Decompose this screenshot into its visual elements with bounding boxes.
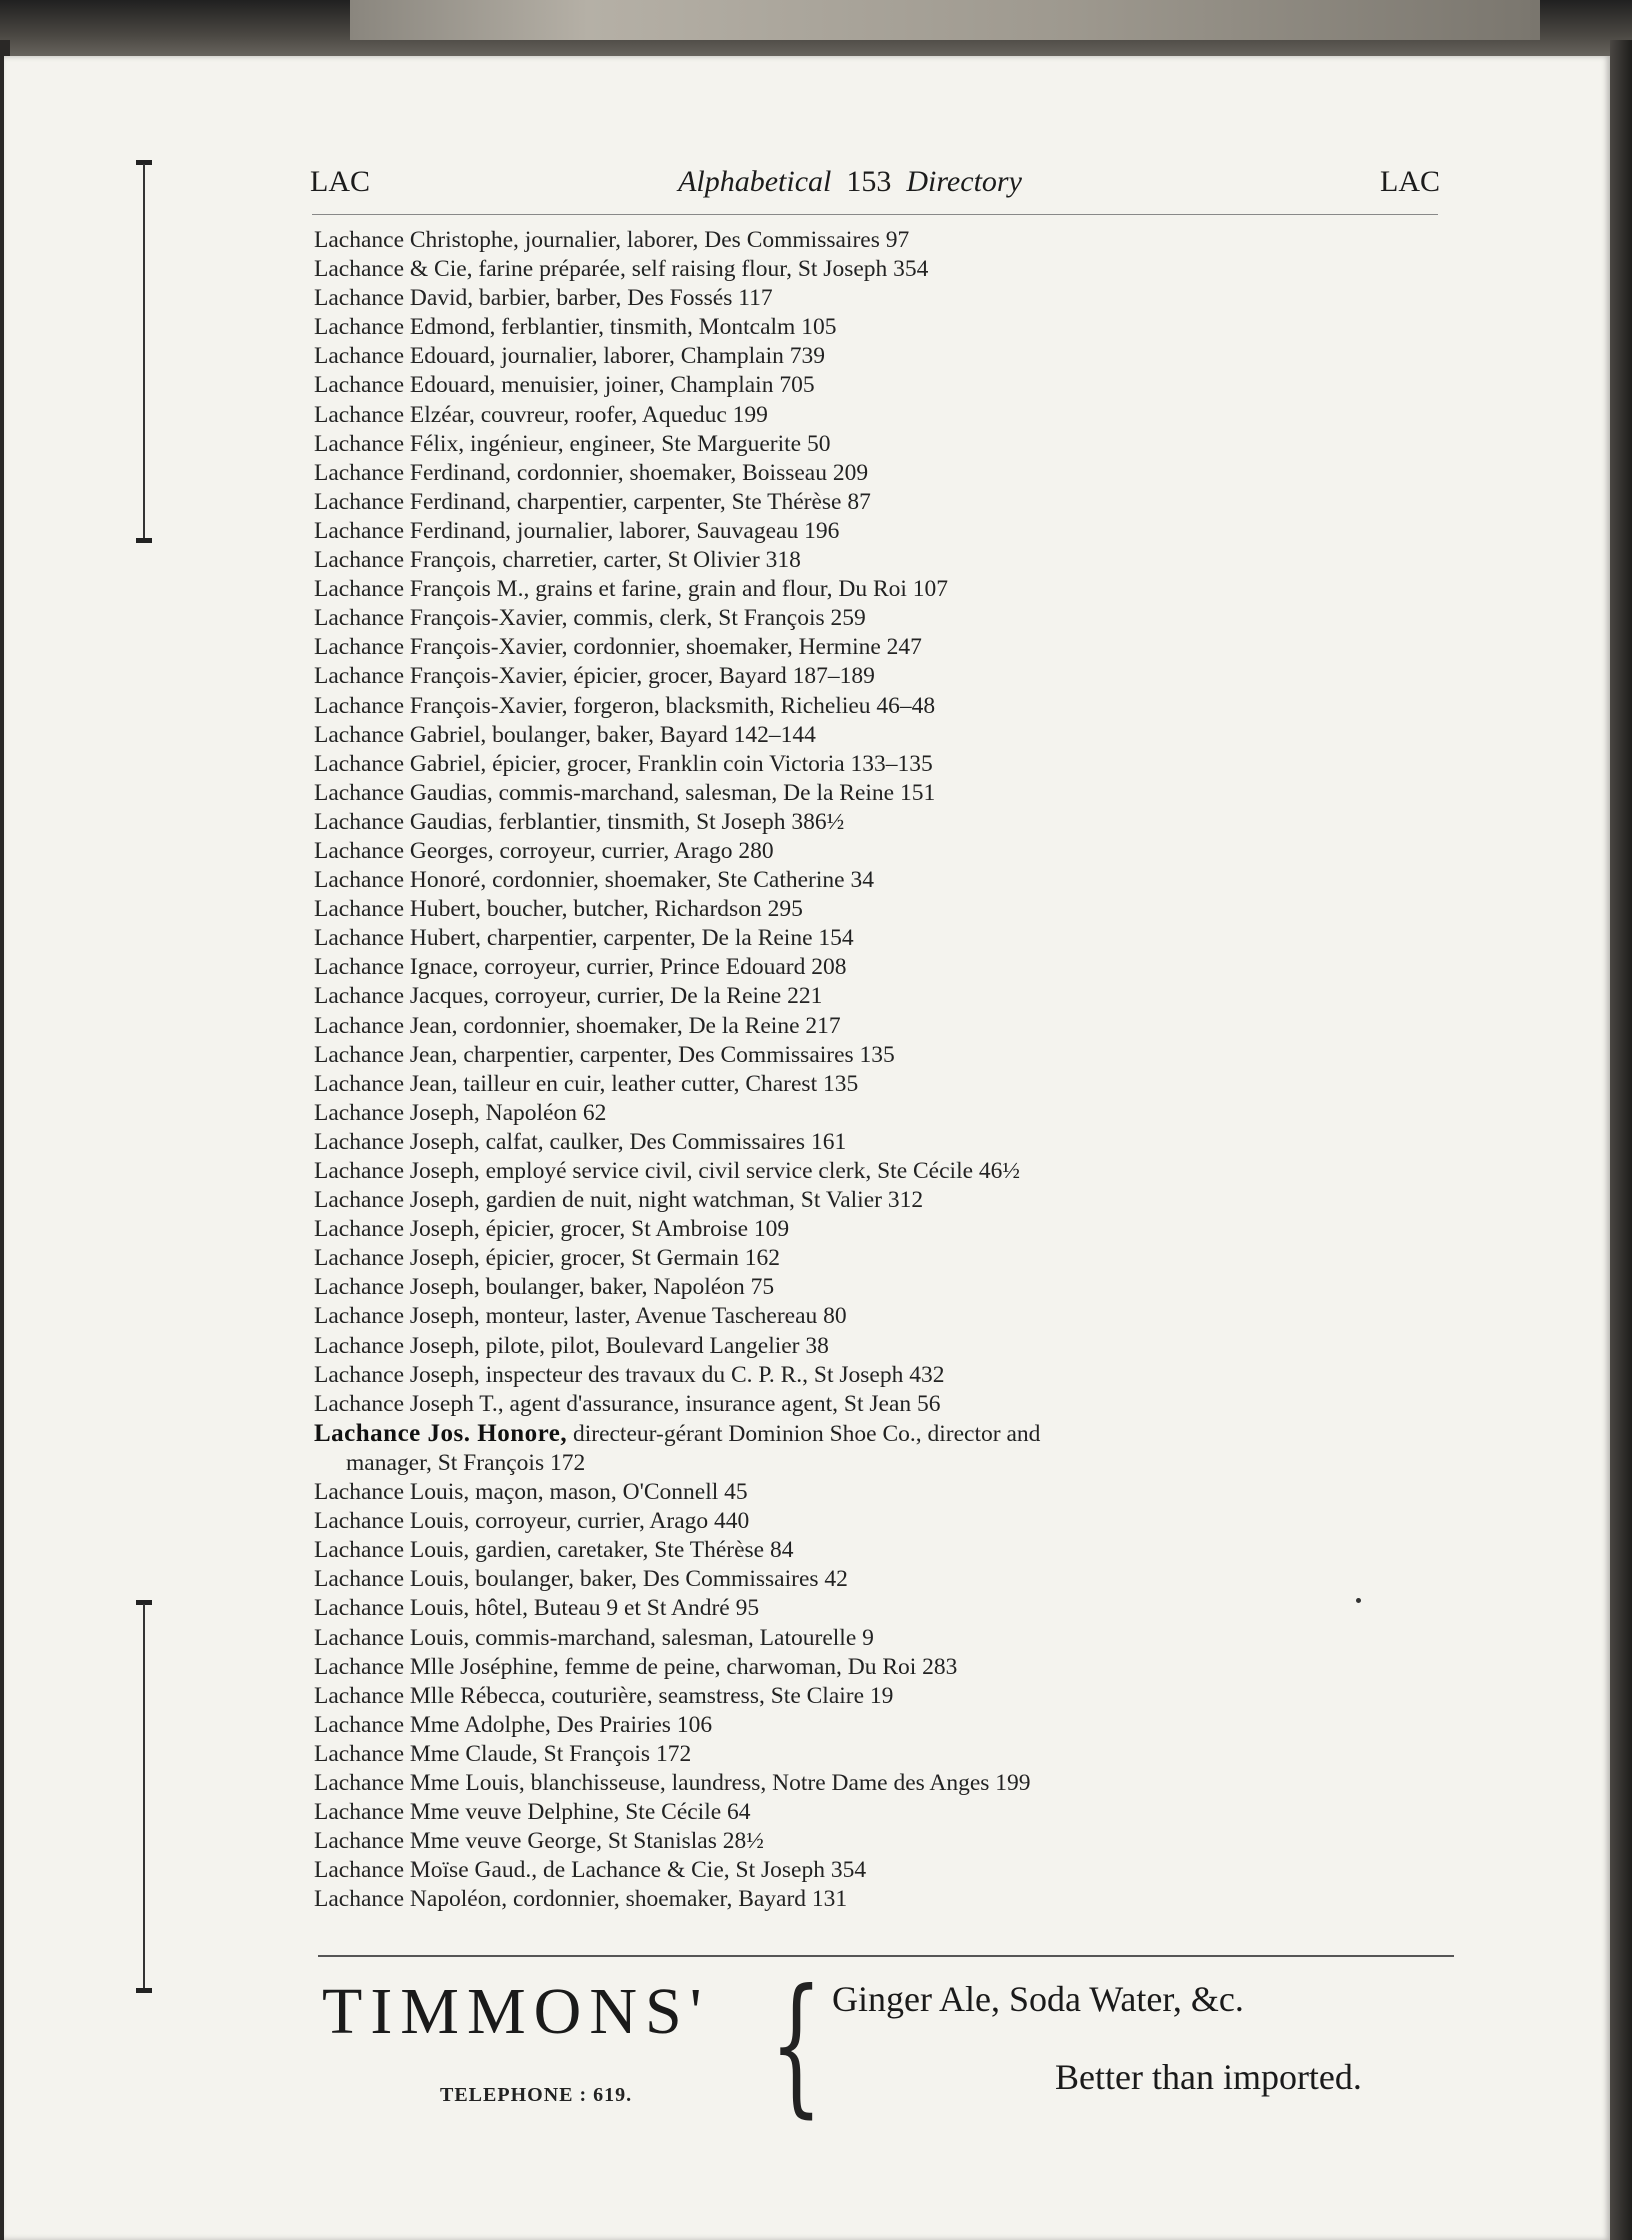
directory-entry: Lachance Ignace, corroyeur, currier, Prince Edouard 208 — [314, 954, 847, 981]
directory-entry: Lachance Mme Adolphe, Des Prairies 106 — [314, 1711, 713, 1738]
directory-entry: Lachance & Cie, farine préparée, self raising flour, St Joseph 354 — [314, 256, 929, 283]
directory-entry: Lachance Louis, commis-marchand, salesman, Latourelle 9 — [314, 1624, 874, 1651]
directory-entry: Lachance François-Xavier, cordonnier, shoemaker, Hermine 247 — [314, 634, 922, 661]
advert-brand: TIMMONS' — [322, 1975, 710, 2048]
directory-entry: Lachance Ferdinand, cordonnier, shoemaker, Boisseau 209 — [314, 459, 869, 486]
directory-entry: Lachance Gabriel, épicier, grocer, Franklin coin Victoria 133–135 — [314, 750, 933, 777]
directory-entry: Lachance Honoré, cordonnier, shoemaker, Ste Catherine 34 — [314, 867, 874, 894]
directory-entry: Lachance Hubert, boucher, butcher, Richardson 295 — [314, 896, 803, 923]
directory-entry: Lachance Joseph, employé service civil, civil service clerk, Ste Cécile 46½ — [314, 1158, 1021, 1184]
directory-entry: Lachance Ferdinand, charpentier, carpenter, Ste Thérèse 87 — [314, 488, 871, 515]
featured-entry-detail: directeur-gérant Dominion Shoe Co., director and — [567, 1420, 1041, 1447]
directory-entry: Lachance Louis, hôtel, Buteau 9 et St André 95 — [314, 1595, 760, 1622]
advert-rule — [318, 1955, 1454, 1957]
advert-telephone: TELEPHONE : 619. — [440, 2084, 633, 2106]
bracket-line — [143, 1604, 145, 1992]
directory-entry: Lachance Mlle Joséphine, femme de peine, charwoman, Du Roi 283 — [314, 1653, 958, 1680]
directory-entry: Lachance Moïse Gaud., de Lachance & Cie, St Joseph 354 — [314, 1857, 867, 1884]
directory-entry: Lachance Georges, corroyeur, currier, Arago 280 — [314, 837, 774, 864]
directory-entry: Lachance Gaudias, commis-marchand, salesman, De la Reine 151 — [314, 779, 936, 806]
directory-entry: Lachance Napoléon, cordonnier, shoemaker, Bayard 131 — [314, 1886, 848, 1913]
directory-entry: Lachance Elzéar, couvreur, roofer, Aqueduc 199 — [314, 401, 768, 428]
directory-entry: Lachance François, charretier, carter, St Olivier 318 — [314, 547, 801, 574]
header-title-right: Directory — [906, 165, 1022, 198]
directory-entry: Lachance Mlle Rébecca, couturière, seamstress, Ste Claire 19 — [314, 1682, 894, 1709]
advert-brace: { — [770, 1958, 823, 2132]
scan-top-light-patch — [350, 0, 1540, 40]
directory-entry: Lachance Gaudias, ferblantier, tinsmith, St Joseph 386½ — [314, 808, 845, 835]
directory-entry: Lachance Gabriel, boulanger, baker, Bayard 142–144 — [314, 721, 816, 748]
directory-entry: Lachance Mme Claude, St François 172 — [314, 1740, 692, 1767]
directory-entry: Lachance Mme Louis, blanchisseuse, laundress, Notre Dame des Anges 199 — [314, 1769, 1031, 1796]
directory-entry: Lachance Edouard, journalier, laborer, Champlain 739 — [314, 343, 825, 370]
directory-entry: Lachance Joseph, inspecteur des travaux du C. P. R., St Joseph 432 — [314, 1361, 945, 1388]
directory-entry: Lachance Louis, gardien, caretaker, Ste Thérèse 84 — [314, 1537, 794, 1564]
running-header — [310, 165, 1440, 205]
advert-tagline: Ginger Ale, Soda Water, &c. — [832, 1979, 1244, 2019]
featured-entry-continuation: manager, St François 172 — [346, 1449, 586, 1476]
directory-entry: Lachance Louis, corroyeur, currier, Arago 440 — [314, 1508, 750, 1535]
bracket-cap — [136, 1988, 152, 1993]
bracket-line — [143, 164, 145, 542]
header-rule — [312, 214, 1438, 215]
page-number: 153 — [846, 165, 892, 198]
bracket-cap — [136, 538, 152, 543]
header-left-code: LAC — [310, 165, 370, 198]
directory-entry: Lachance Jacques, corroyeur, currier, De la Reine 221 — [314, 983, 823, 1010]
header-title — [610, 165, 1090, 199]
featured-entry-name: Lachance Jos. Honore, — [314, 1419, 568, 1447]
directory-entry: Lachance Félix, ingénieur, engineer, Ste Marguerite 50 — [314, 430, 831, 457]
header-title-left: Alphabetical — [678, 165, 832, 198]
directory-entry: Lachance Hubert, charpentier, carpenter, De la Reine 154 — [314, 925, 854, 952]
directory-entry: Lachance Joseph, calfat, caulker, Des Commissaires 161 — [314, 1128, 847, 1155]
directory-entry: Lachance Ferdinand, journalier, laborer, Sauvageau 196 — [314, 517, 840, 544]
directory-entry: Lachance Edouard, menuisier, joiner, Champlain 705 — [314, 372, 815, 399]
scan-top-strip — [0, 0, 1632, 58]
directory-entry: Lachance Joseph T., agent d'assurance, insurance agent, St Jean 56 — [314, 1390, 941, 1417]
directory-entry: Lachance Louis, boulanger, baker, Des Commissaires 42 — [314, 1566, 848, 1593]
directory-entry: Lachance Jean, cordonnier, shoemaker, De la Reine 217 — [314, 1012, 841, 1039]
directory-entry: Lachance Edmond, ferblantier, tinsmith, Montcalm 105 — [314, 314, 837, 341]
directory-entry: Lachance Christophe, journalier, laborer, Des Commissaires 97 — [314, 227, 910, 253]
directory-entry-featured — [314, 1419, 1444, 1478]
scan-right-shadow — [1610, 40, 1632, 2240]
directory-entry: Lachance David, barbier, barber, Des Fossés 117 — [314, 285, 773, 312]
directory-entries — [314, 226, 1444, 1914]
directory-entry: Lachance François-Xavier, commis, clerk, St François 259 — [314, 605, 866, 632]
directory-entry: Lachance François-Xavier, forgeron, blacksmith, Richelieu 46–48 — [314, 692, 936, 719]
directory-entry: Lachance Joseph, boulanger, baker, Napoléon 75 — [314, 1274, 775, 1301]
directory-entry: Lachance Joseph, épicier, grocer, St Germain 162 — [314, 1245, 780, 1272]
directory-entry: Lachance Jean, charpentier, carpenter, Des Commissaires 135 — [314, 1041, 895, 1068]
header-right-code: LAC — [1380, 165, 1440, 198]
directory-entry: Lachance Mme veuve Delphine, Ste Cécile 64 — [314, 1799, 751, 1826]
directory-entry: Lachance François-Xavier, épicier, grocer, Bayard 187–189 — [314, 663, 875, 690]
directory-entry: Lachance Joseph, monteur, laster, Avenue Taschereau 80 — [314, 1303, 847, 1330]
advert-slogan: Better than imported. — [1055, 2057, 1362, 2097]
directory-entry: Lachance Joseph, gardien de nuit, night watchman, St Valier 312 — [314, 1187, 924, 1214]
directory-entry: Lachance Jean, tailleur en cuir, leather cutter, Charest 135 — [314, 1070, 859, 1097]
directory-entry: Lachance Mme veuve George, St Stanislas 28½ — [314, 1828, 764, 1855]
directory-entry: Lachance Louis, maçon, mason, O'Connell 45 — [314, 1479, 748, 1506]
directory-entry: Lachance François M., grains et farine, grain and flour, Du Roi 107 — [314, 576, 949, 603]
directory-entry: Lachance Joseph, Napoléon 62 — [314, 1099, 607, 1126]
directory-entry: Lachance Joseph, épicier, grocer, St Ambroise 109 — [314, 1216, 790, 1243]
directory-entry: Lachance Joseph, pilote, pilot, Boulevard Langelier 38 — [314, 1332, 829, 1359]
